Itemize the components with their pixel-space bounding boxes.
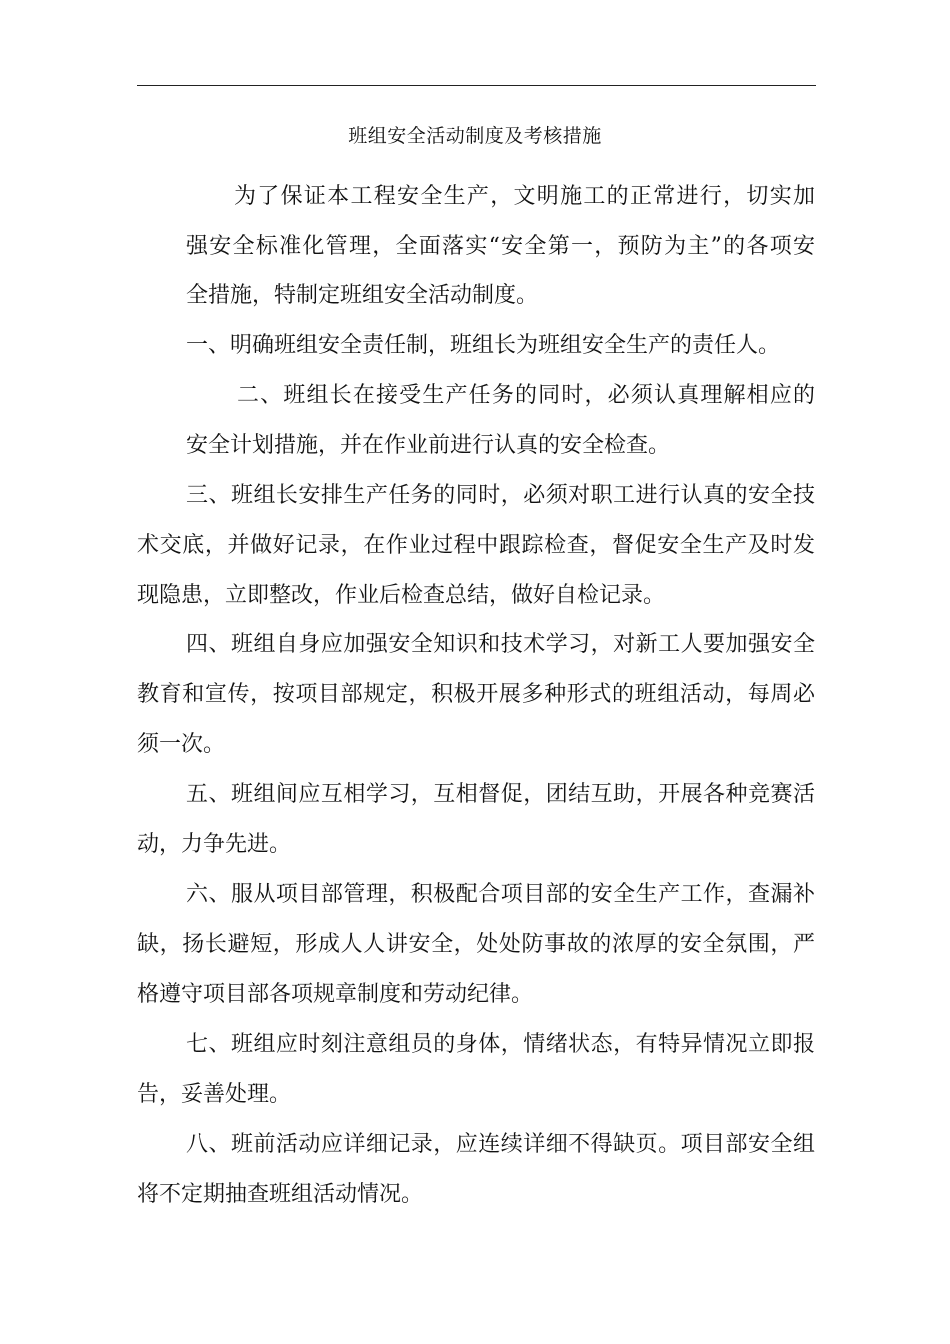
text-line: 告，妥善处理。 bbox=[137, 1082, 292, 1107]
text-line: 将不定期抽查班组活动情况。 bbox=[137, 1182, 424, 1207]
text-line: 须一次。 bbox=[137, 732, 226, 757]
text-line: 五、班组间应互相学习，互相督促，团结互助，开展各种竞赛活 bbox=[186, 782, 815, 807]
text-line: 三、班组长安排生产任务的同时，必须对职工进行认真的安全技 bbox=[186, 483, 815, 508]
text-line: 四、班组自身应加强安全知识和技术学习，对新工人要加强安全 bbox=[186, 632, 815, 657]
text-line: 为了保证本工程安全生产，文明施工的正常进行，切实加 bbox=[234, 184, 815, 209]
text-line: 七、班组应时刻注意组员的身体，情绪状态，有特异情况立即报 bbox=[186, 1032, 815, 1057]
text-line: 动，力争先进。 bbox=[137, 832, 292, 857]
text-line: 强安全标准化管理，全面落实“安全第一，预防为主”的各项安 bbox=[186, 234, 815, 259]
text-line: 八、班前活动应详细记录，应连续详细不得缺页。项目部安全组 bbox=[186, 1132, 815, 1157]
text-line: 格遵守项目部各项规章制度和劳动纪律。 bbox=[137, 982, 534, 1007]
text-line: 现隐患，立即整改，作业后检查总结，做好自检记录。 bbox=[137, 583, 666, 608]
header-rule bbox=[137, 85, 816, 86]
text-line: 缺，扬长避短，形成人人讲安全，处处防事故的浓厚的安全氛围，严 bbox=[137, 932, 815, 957]
text-line: 术交底，并做好记录，在作业过程中跟踪检查，督促安全生产及时发 bbox=[137, 533, 815, 558]
text-line: 全措施，特制定班组安全活动制度。 bbox=[186, 283, 539, 308]
text-line: 教育和宣传，按项目部规定，积极开展多种形式的班组活动，每周必 bbox=[137, 682, 815, 707]
text-line: 安全计划措施，并在作业前进行认真的安全检查。 bbox=[186, 433, 671, 458]
text-line: 一、明确班组安全责任制，班组长为班组安全生产的责任人。 bbox=[186, 333, 781, 358]
text-line: 六、服从项目部管理，积极配合项目部的安全生产工作，查漏补 bbox=[186, 882, 815, 907]
document-title: 班组安全活动制度及考核措施 bbox=[348, 125, 602, 147]
text-line: 二、班组长在接受生产任务的同时，必须认真理解相应的 bbox=[237, 383, 815, 408]
